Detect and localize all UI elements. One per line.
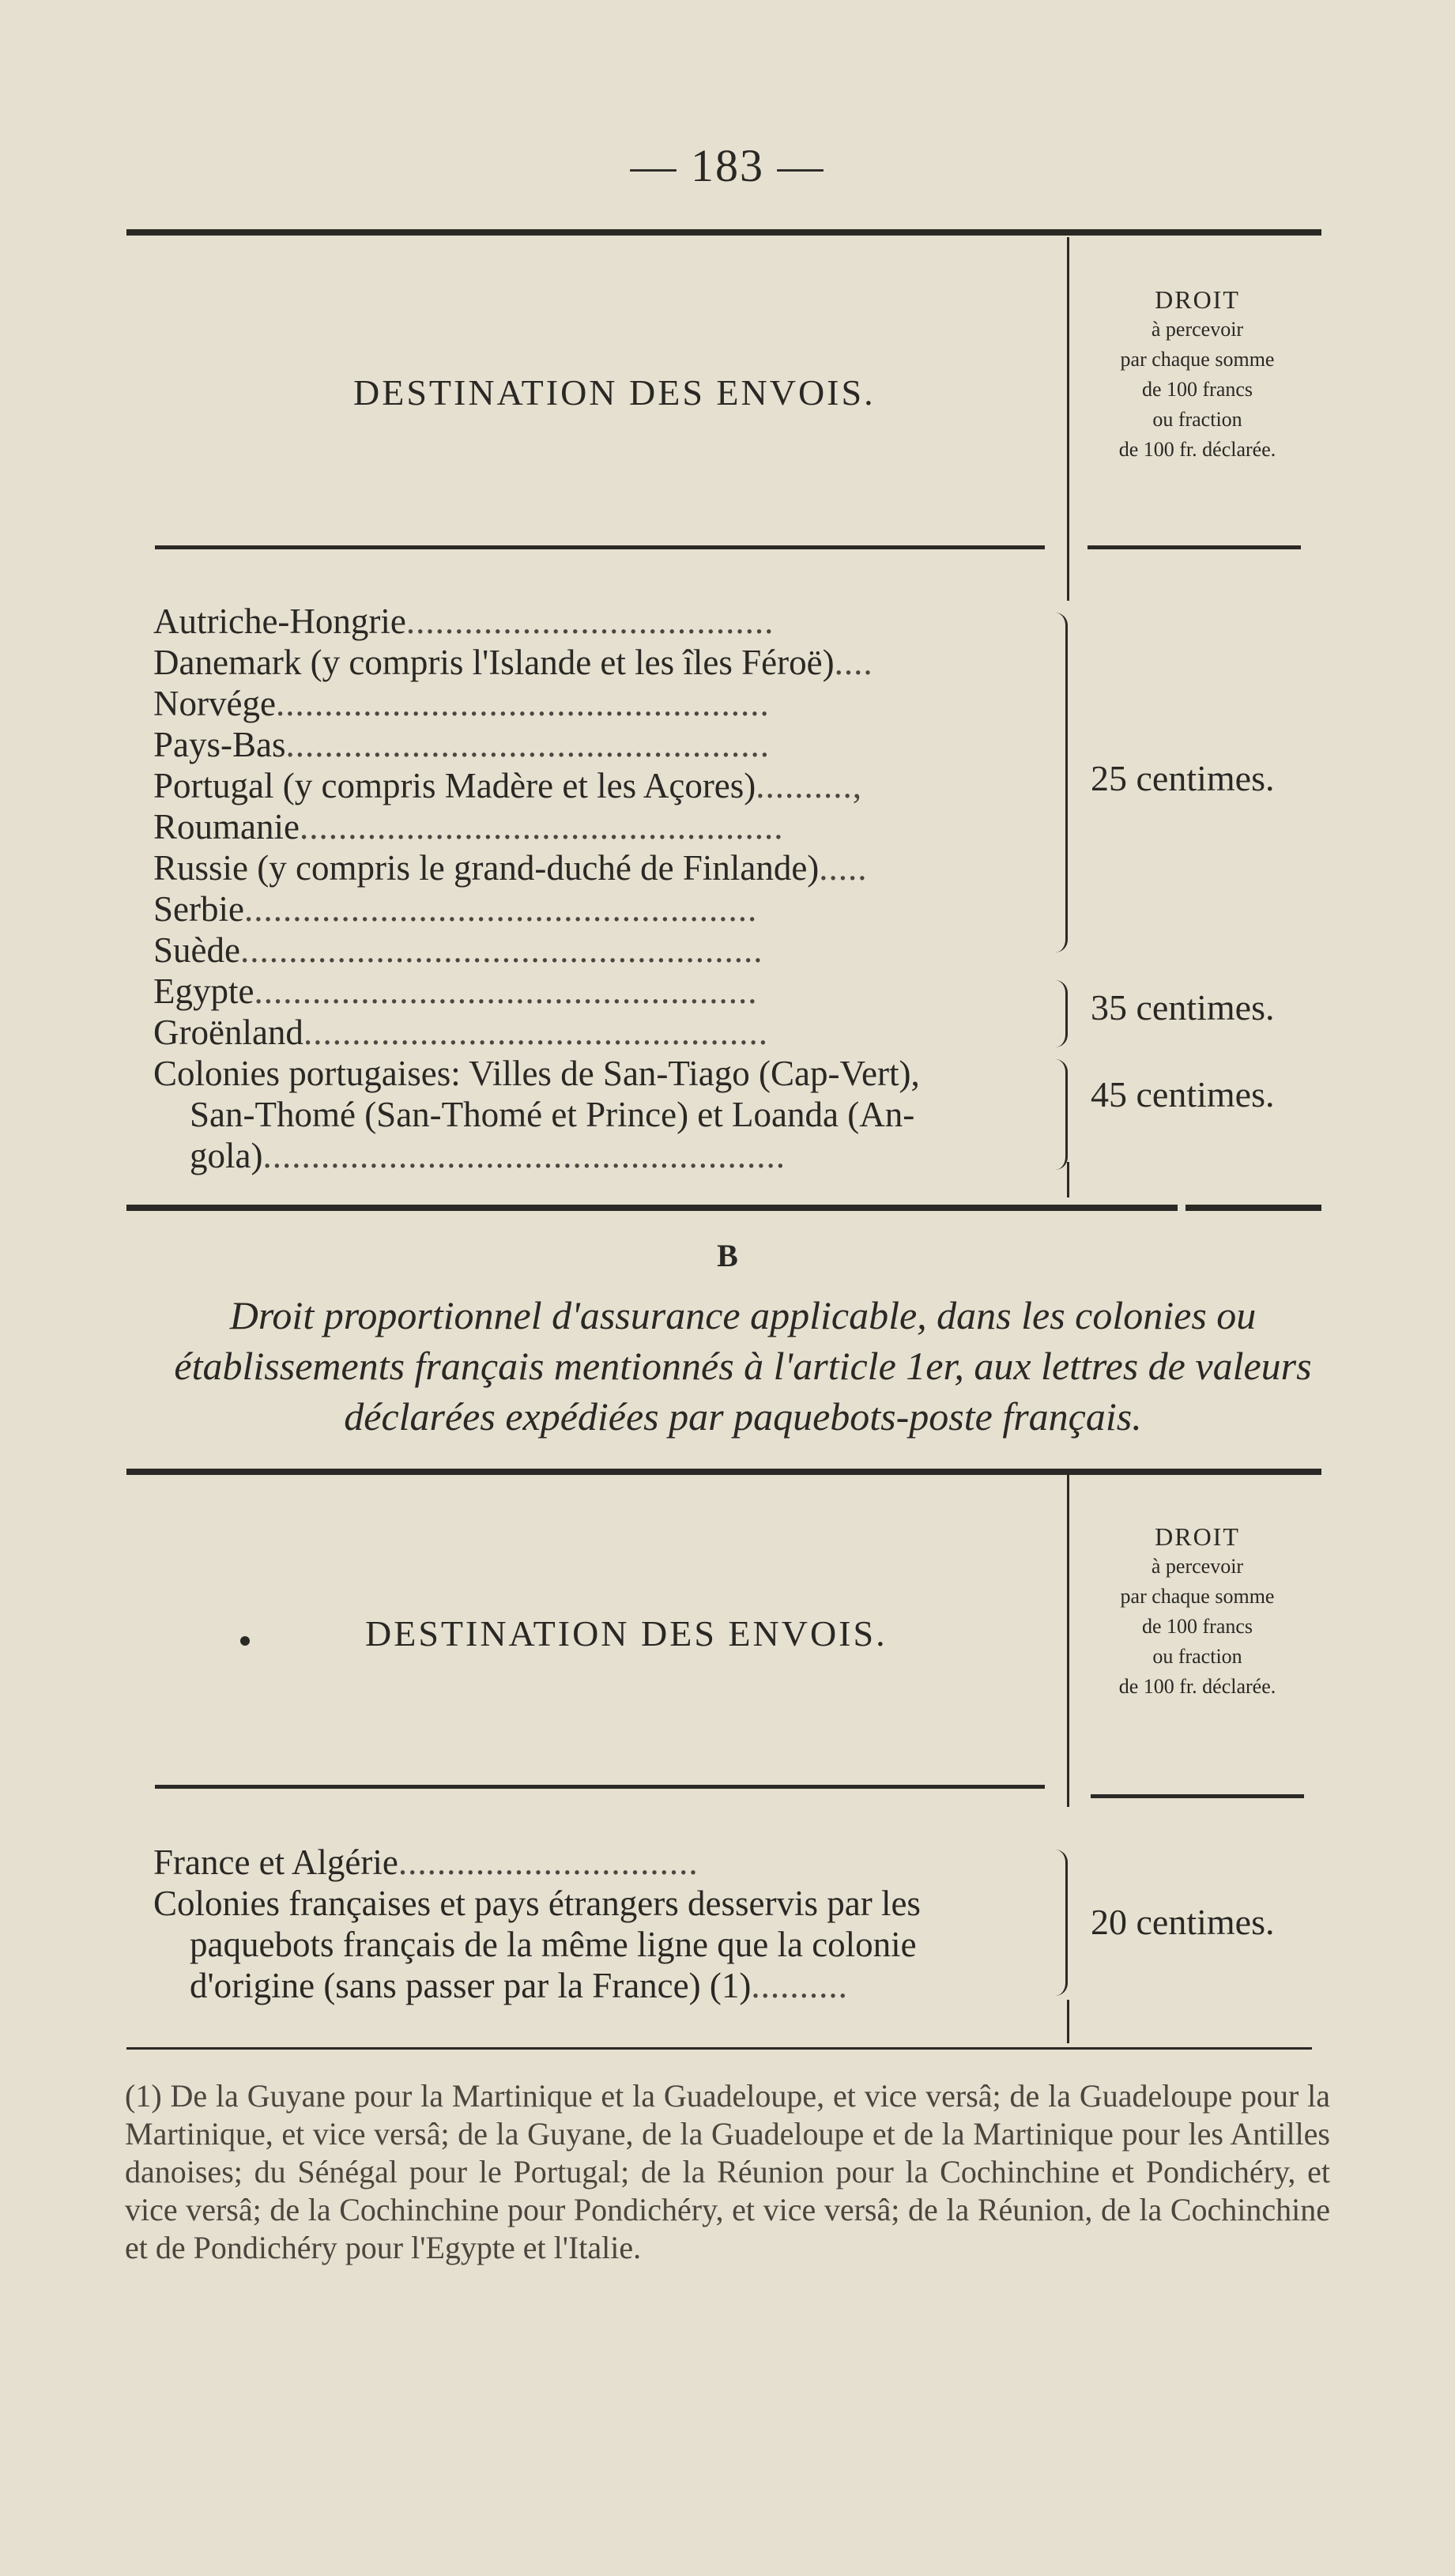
rate-20: 20 centimes.: [1091, 1902, 1275, 1942]
droit-line-2: par chaque somme: [1120, 1585, 1275, 1608]
table1-row: Serbie.....................................................: [153, 889, 758, 929]
footnote: (1) De la Guyane pour la Martinique et la Guadeloupe, et vice versâ; de la Guadeloupe pour la Martinique, et vice versâ; de la Guyane, de la Guadeloupe et de la Martinique pour les Antilles danoises; du Sénégal pour le Portugal; de la Réunion pour la Cochinchine et Pondichéry, et vice versâ; de la Cochinchine pour Pondichéry, et vice versâ; de la Réunion, de la Cochinchine et de Pondichéry pour l'Egypte et l'Italie.: [125, 2078, 1330, 2265]
table1-column-divider-lower: [1067, 1162, 1069, 1197]
table2-row: Colonies françaises et pays étrangers desservis par les: [153, 1884, 921, 1923]
table2-header-rule-right: [1091, 1794, 1304, 1798]
table1-row: gola)......................................................: [190, 1136, 786, 1175]
brace-25: [1054, 613, 1068, 952]
droit-line-1: à percevoir: [1151, 318, 1244, 341]
table2-column-divider: [1067, 1475, 1069, 1807]
table1-row: Groënland................................................: [153, 1013, 768, 1052]
table1-column-divider: [1067, 237, 1069, 601]
droit-line-5: de 100 fr. déclarée.: [1118, 1675, 1276, 1698]
table2-row: France et Algérie...............................: [153, 1842, 699, 1882]
table1-destination-header: DESTINATION DES ENVOIS.: [353, 372, 876, 413]
table1-row: Colonies portugaises: Villes de San-Tiago (Cap-Vert),: [153, 1054, 920, 1093]
droit-line-5: de 100 fr. déclarée.: [1118, 438, 1276, 461]
rate-35: 35 centimes.: [1091, 987, 1275, 1028]
table2-bullet-mark: [240, 1636, 250, 1646]
rate-25: 25 centimes.: [1091, 758, 1275, 798]
brace-20: [1054, 1850, 1068, 1996]
droit-line-3: de 100 francs: [1141, 378, 1253, 401]
page-number: — 183 —: [630, 140, 825, 191]
table2-droit-header: [1071, 1522, 1324, 1702]
table1-row: Norvége...................................................: [153, 684, 770, 723]
brace-45: [1054, 1059, 1068, 1170]
table1-row: Suède......................................................: [153, 930, 763, 970]
brace-35: [1054, 980, 1068, 1047]
droit-line-2: par chaque somme: [1120, 348, 1275, 371]
table2-destination-header: DESTINATION DES ENVOIS.: [365, 1613, 888, 1654]
table1-row: Autriche-Hongrie......................................: [153, 602, 775, 641]
table1-row: Portugal (y compris Madère et les Açores)..........,: [153, 766, 863, 805]
table1-row: Pays-Bas..................................................: [153, 725, 770, 764]
droit-line-4: ou fraction: [1152, 1645, 1242, 1668]
droit-line-4: ou fraction: [1152, 408, 1242, 431]
table1-bottom-rule-right: [1185, 1205, 1321, 1211]
droit-title: DROIT: [1155, 285, 1240, 314]
table1-header-rule-right: [1087, 545, 1301, 549]
droit-line-1: à percevoir: [1151, 1555, 1244, 1578]
table2-bottom-rule: [126, 2047, 1312, 2050]
table1-row: Egypte....................................................: [153, 971, 758, 1011]
table2-row: d'origine (sans passer par la France) (1)..........: [190, 1966, 848, 2005]
table1-header-rule-left: [155, 545, 1045, 549]
droit-title: DROIT: [1155, 1522, 1240, 1551]
table1-row: Russie (y compris le grand-duché de Finlande).....: [153, 848, 868, 888]
table1-top-rule: [126, 229, 1321, 236]
table2-column-divider-lower: [1067, 2000, 1069, 2043]
rate-45: 45 centimes.: [1091, 1074, 1275, 1115]
table2-top-rule: [126, 1469, 1321, 1475]
table1-bottom-rule-left: [126, 1205, 1178, 1211]
table2-row: paquebots français de la même ligne que la colonie: [190, 1925, 917, 1964]
table1-row: San-Thomé (San-Thomé et Prince) et Loanda (An-: [190, 1095, 915, 1134]
table1-droit-header: [1071, 285, 1324, 465]
section-letter: B: [717, 1238, 738, 1273]
table1-row: Roumanie..................................................: [153, 807, 784, 847]
table1-row: Danemark (y compris l'Islande et les îles Féroë)....: [153, 643, 873, 682]
table2-header-rule-left: [155, 1785, 1045, 1789]
droit-line-3: de 100 francs: [1141, 1615, 1253, 1638]
section-title: Droit proportionnel d'assurance applicable, dans les colonies ou établissements français mentionnés à l'article 1er, aux lettres de valeurs déclarées expédiées par paquebots-poste français.: [174, 1293, 1312, 1439]
